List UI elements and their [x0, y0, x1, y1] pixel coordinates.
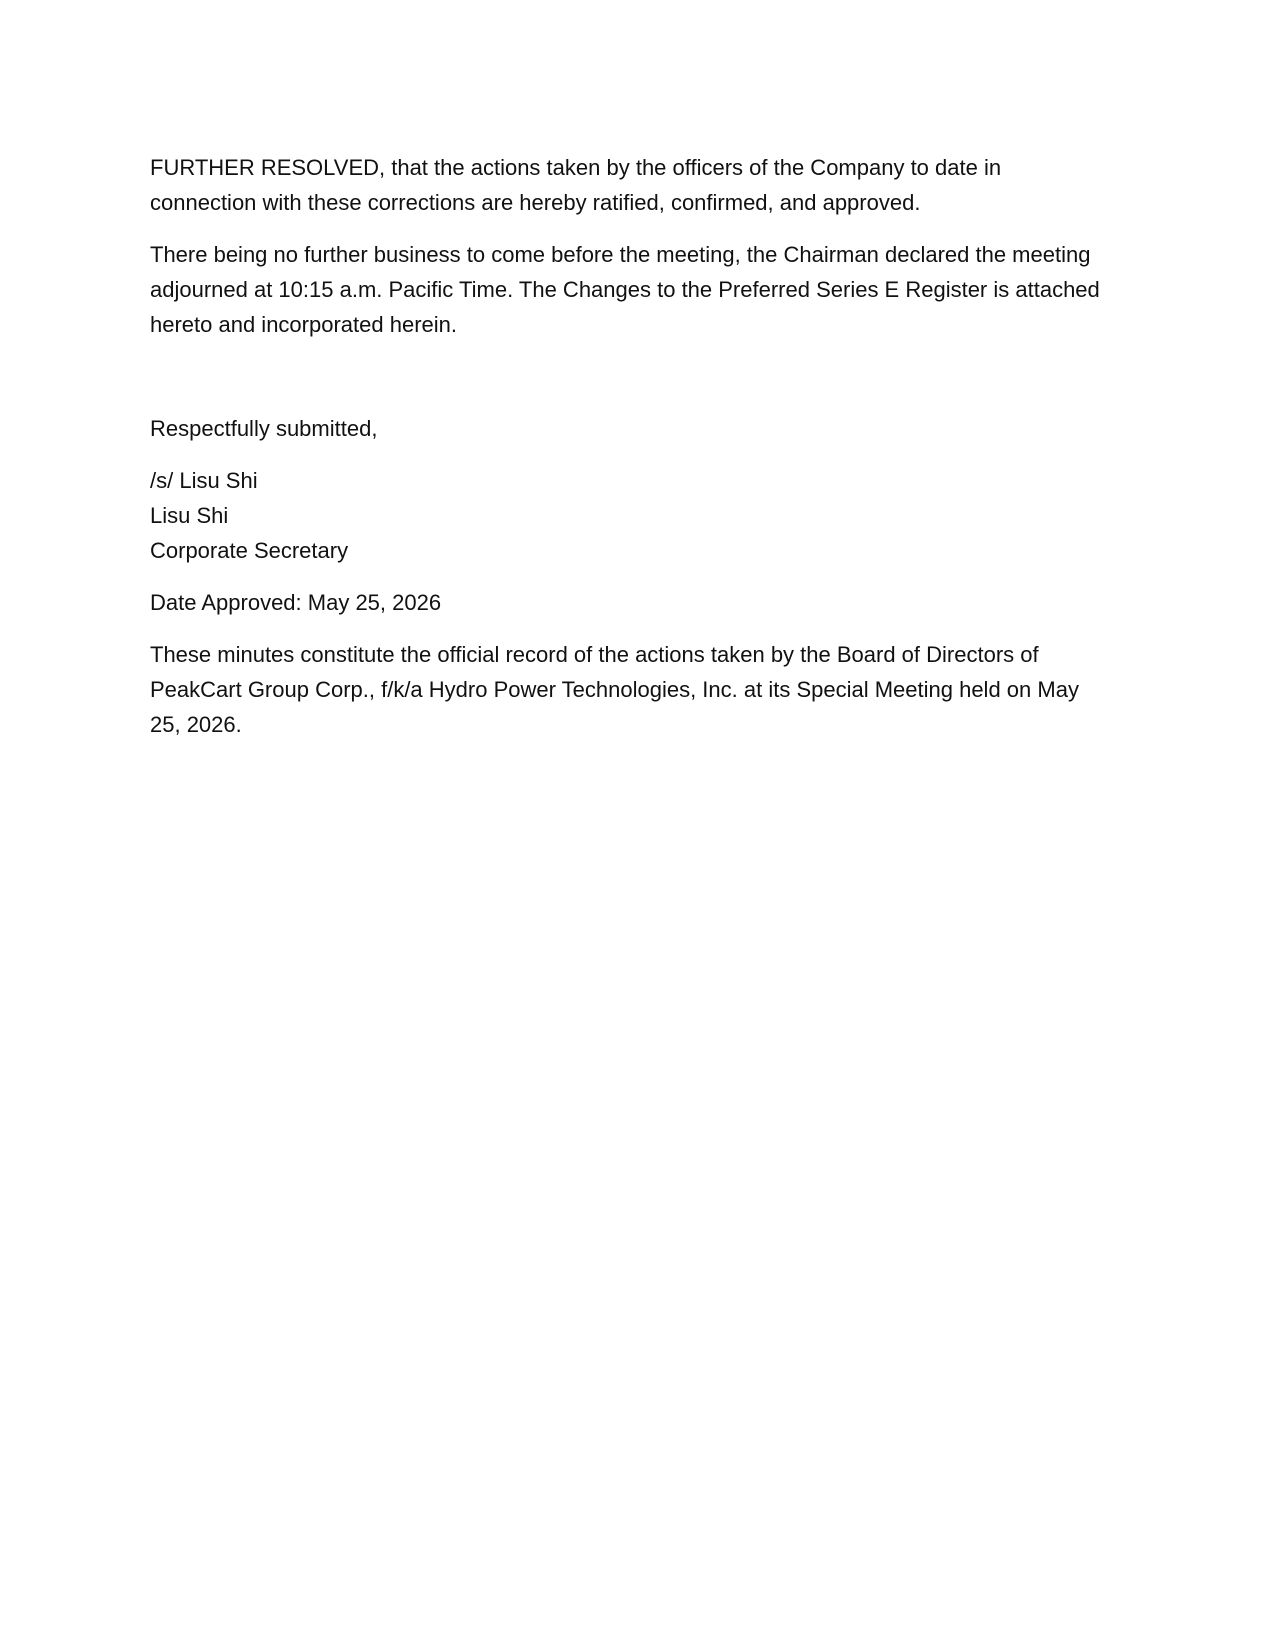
signatory-name: Lisu Shi [150, 503, 229, 528]
signature-block [150, 463, 1110, 568]
date-approved: Date Approved: May 25, 2026 [150, 590, 442, 615]
closing-salutation: Respectfully submitted, [150, 416, 378, 441]
further-resolved-paragraph: FURTHER RESOLVED, that the actions taken by the officers of the Company to date in connection with these corrections are hereby ratified, confirmed, and approved. [150, 155, 1002, 215]
signatory-title: Corporate Secretary [150, 538, 349, 563]
official-record-statement: These minutes constitute the official record of the actions taken by the Board of Directors of PeakCart Group Corp., f/k/a Hydro Power Technologies, Inc. at its Special Meeting held on May 25, 2026. [150, 642, 1079, 737]
conformed-signature: /s/ Lisu Shi [150, 468, 258, 493]
document-body [150, 150, 1110, 742]
adjournment-paragraph: There being no further business to come before the meeting, the Chairman declared the meeting adjourned at 10:15 a.m. Pacific Time. The Changes to the Preferred Series E Register is attached hereto and incorporated herein. [150, 242, 1100, 337]
